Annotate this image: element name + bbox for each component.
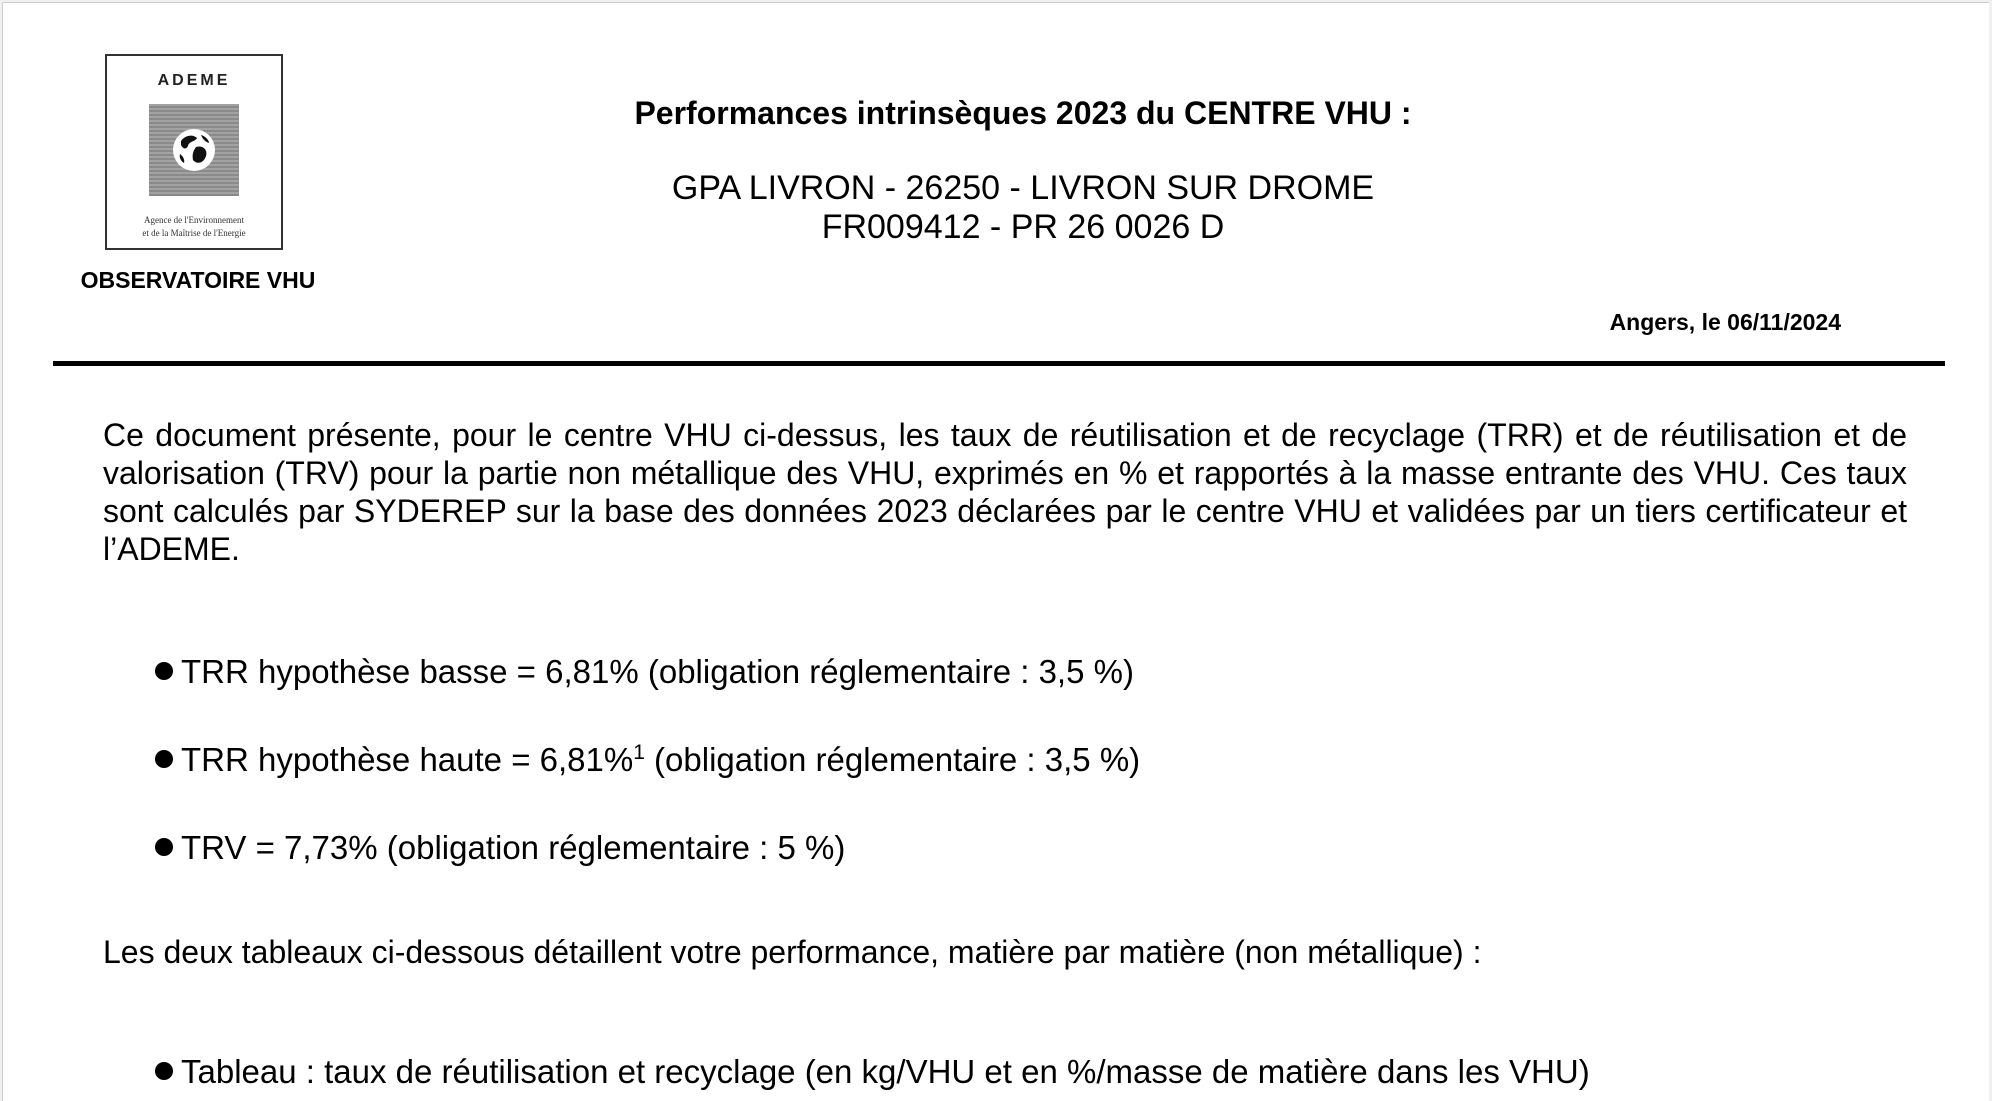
logo-tagline <box>107 214 281 240</box>
header-divider <box>53 361 1945 366</box>
document-page <box>2 2 1989 1101</box>
bullet-trr-basse <box>155 653 1134 691</box>
ademe-logo <box>105 54 283 250</box>
bullet-dot-icon <box>155 750 173 768</box>
logo-tagline-line1: Agence de l'Environnement <box>143 215 245 225</box>
observatoire-label: OBSERVATOIRE VHU <box>80 267 316 293</box>
bullet-dot-icon <box>155 662 173 680</box>
logo-tagline-line2: et de la Maîtrise de l'Energie <box>142 228 246 238</box>
centre-address <box>523 169 1523 247</box>
address-line-2: FR009412 - PR 26 0026 D <box>821 208 1225 246</box>
bullet-rest: (obligation réglementaire : 3,5 %) <box>644 741 1141 778</box>
page-title: Performances intrinsèques 2023 du CENTRE VHU : <box>634 95 1412 131</box>
address-line-1: GPA LIVRON - 26250 - LIVRON SUR DROME <box>671 169 1375 207</box>
bullet-dot-icon <box>155 1062 173 1080</box>
globe-icon <box>149 104 239 196</box>
bullet-rest: (obligation réglementaire : 3,5 %) <box>638 653 1134 690</box>
bullet-text: TRV = 7,73% <box>181 829 378 866</box>
bullet-trr-haute <box>155 741 1140 779</box>
bullet-rest: (obligation réglementaire : 5 %) <box>377 829 846 866</box>
logo-brand-text: ADEME <box>157 72 231 89</box>
intro-paragraph: Ce document présente, pour le centre VHU ci-dessus, les taux de réutilisation et de recyclage (TRR) et de réutilisation et de valorisation (TRV) pour la partie non métallique des VHU, exprimés en % et rapportés à la masse entrante des VHU. Ces taux sont calculés par SYDEREP sur la base des données 2023 déclarées par le centre VHU et validées par un tiers certificateur et l’ADEME. <box>103 417 1907 567</box>
footnote-ref: 1 <box>633 741 645 764</box>
bullet-text: Tableau : taux de réutilisation et recyclage (en kg/VHU et en %/masse de matière dans les VHU) <box>181 1053 1590 1090</box>
tables-intro-paragraph: Les deux tableaux ci-dessous détaillent votre performance, matière par matière (non métallique) : <box>103 934 1482 970</box>
bullet-text: TRR hypothèse basse = 6,81% <box>181 653 639 690</box>
document-date: Angers, le 06/11/2024 <box>1609 309 1841 335</box>
bullet-dot-icon <box>155 838 173 856</box>
bullet-text: TRR hypothèse haute = 6,81% <box>181 741 634 778</box>
bullet-trv <box>155 829 845 867</box>
bullet-table-description <box>155 1053 1590 1091</box>
